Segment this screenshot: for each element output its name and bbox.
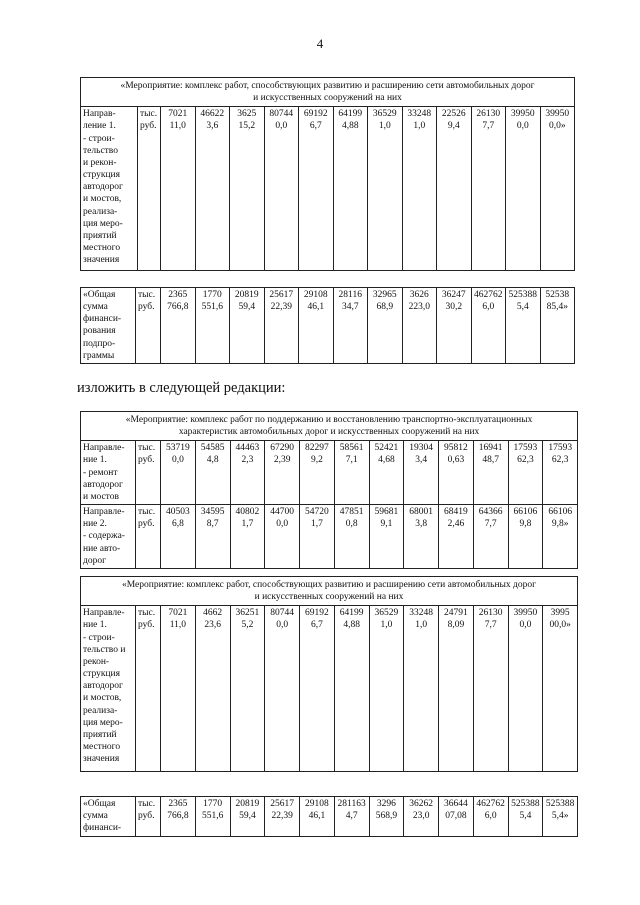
- value-cell: 66106 9,8»: [543, 505, 578, 569]
- value-cell: 17593 62,3: [508, 441, 543, 505]
- table-3: [80, 411, 578, 569]
- table-title-row: [81, 412, 578, 441]
- value-cell: 47851 0,8: [334, 505, 369, 569]
- value-cell: 3995 00,0»: [543, 606, 578, 772]
- value-cell: 66106 9,8: [508, 505, 543, 569]
- value-cell: 7021 11,0: [161, 107, 196, 271]
- value-cell: 64199 4,88: [334, 606, 369, 772]
- value-cell: 36644 07,08: [439, 797, 474, 837]
- value-cell: 40802 1,7: [230, 505, 265, 569]
- table-row: [81, 797, 578, 837]
- value-cell: 52421 4,68: [369, 441, 404, 505]
- value-cell: 36247 30,2: [437, 288, 472, 364]
- value-cell: 69192 6,7: [300, 606, 335, 772]
- value-cell: 53719 0,0: [161, 441, 196, 505]
- table-row: [81, 288, 575, 364]
- value-cell: 46622 3,6: [195, 107, 230, 271]
- value-cell: 4662 23,6: [195, 606, 230, 772]
- value-cell: 20819 59,4: [230, 797, 265, 837]
- value-cell: 59681 9,1: [369, 505, 404, 569]
- value-cell: 25617 22,39: [264, 288, 299, 364]
- direction-cell: «Общая сумма финанси- рования подпро- граммы: [81, 288, 136, 364]
- table-2: [80, 287, 575, 364]
- direction-cell: Направле- ние 1. - ремонт автодорог и мостов: [81, 441, 136, 505]
- value-cell: 40503 6,8: [161, 505, 196, 569]
- value-cell: 80744 0,0: [265, 606, 300, 772]
- direction-cell: Направ- ление 1. - строи- тельство и рекон- струкция автодорог и мостов, реализа- ция меро- приятий местного значения: [81, 107, 138, 271]
- instruction-text: изложить в следующей редакции:: [77, 380, 286, 396]
- value-cell: 39950 0,0»: [540, 107, 575, 271]
- program-total-table-new: [80, 796, 578, 837]
- value-cell: 39950 0,0: [508, 606, 543, 772]
- value-cell: 1770 551,6: [195, 288, 230, 364]
- value-cell: 95812 0,63: [439, 441, 474, 505]
- value-cell: 525388 5,4»: [543, 797, 578, 837]
- value-cell: 24791 8,09: [439, 606, 474, 772]
- unit-cell: тыс. руб.: [136, 606, 161, 772]
- value-cell: 82297 9,2: [300, 441, 335, 505]
- value-cell: 2365 766,8: [161, 797, 196, 837]
- value-cell: 3625 15,2: [230, 107, 265, 271]
- unit-cell: тыс. руб.: [136, 288, 161, 364]
- unit-cell: тыс. руб.: [136, 797, 161, 837]
- value-cell: 58561 7,1: [334, 441, 369, 505]
- value-cell: 29108 46,1: [300, 797, 335, 837]
- value-cell: 29108 46,1: [299, 288, 334, 364]
- value-cell: 44463 2,3: [230, 441, 265, 505]
- unit-cell: тыс. руб.: [136, 441, 161, 505]
- direction-cell: Направле- ние 1. - строи- тельство и рекон- струкция автодорог и мостов, реализа- ция меро- приятий местного значения: [81, 606, 136, 772]
- value-cell: 39950 0,0: [506, 107, 541, 271]
- value-cell: 36529 1,0: [368, 107, 403, 271]
- unit-cell: тыс. руб.: [136, 505, 161, 569]
- value-cell: 20819 59,4: [230, 288, 265, 364]
- table-title: «Мероприятие: комплекс работ по поддержанию и восстановлению транспортно-эксплуатационных характеристик автомобильных дорог и искусственных сооружений на них: [81, 412, 578, 441]
- value-cell: 16941 48,7: [473, 441, 508, 505]
- value-cell: 68001 3,8: [404, 505, 439, 569]
- program-table-construction-new: [80, 576, 578, 772]
- table-1: [80, 77, 575, 271]
- value-cell: 3296 568,9: [369, 797, 404, 837]
- value-cell: 28116 34,7: [333, 288, 368, 364]
- value-cell: 64199 4,88: [333, 107, 368, 271]
- value-cell: 33248 1,0: [404, 606, 439, 772]
- table-title-row: [81, 577, 578, 606]
- table-title: «Мероприятие: комплекс работ, способствующих развитию и расширению сети автомобильных дорог и искусственных сооружений на них: [81, 78, 575, 107]
- value-cell: 26130 7,7: [473, 606, 508, 772]
- value-cell: 7021 11,0: [161, 606, 196, 772]
- value-cell: 52538 85,4»: [540, 288, 575, 364]
- value-cell: 26130 7,7: [471, 107, 506, 271]
- value-cell: 34595 8,7: [195, 505, 230, 569]
- program-table-maintenance: [80, 411, 578, 569]
- table-row: [81, 107, 575, 271]
- value-cell: 19304 3,4: [404, 441, 439, 505]
- value-cell: 22526 9,4: [437, 107, 472, 271]
- value-cell: 462762 6,0: [473, 797, 508, 837]
- value-cell: 25617 22,39: [265, 797, 300, 837]
- value-cell: 33248 1,0: [402, 107, 437, 271]
- table-row: [81, 441, 578, 505]
- program-total-table-old: [80, 287, 575, 364]
- table-row: [81, 505, 578, 569]
- value-cell: 36251 5,2: [230, 606, 265, 772]
- value-cell: 1770 551,6: [195, 797, 230, 837]
- value-cell: 64366 7,7: [473, 505, 508, 569]
- table-4: [80, 576, 578, 772]
- value-cell: 17593 62,3: [543, 441, 578, 505]
- value-cell: 462762 6,0: [471, 288, 506, 364]
- value-cell: 281163 4,7: [334, 797, 369, 837]
- value-cell: 80744 0,0: [264, 107, 299, 271]
- value-cell: 525388 5,4: [508, 797, 543, 837]
- table-title: «Мероприятие: комплекс работ, способствующих развитию и расширению сети автомобильных дорог и искусственных сооружений на них: [81, 577, 578, 606]
- page-number: 4: [316, 36, 324, 51]
- value-cell: 67290 2,39: [265, 441, 300, 505]
- value-cell: 2365 766,8: [161, 288, 196, 364]
- value-cell: 68419 2,46: [439, 505, 474, 569]
- value-cell: 54720 1,7: [300, 505, 335, 569]
- unit-cell: тыс. руб.: [138, 107, 161, 271]
- value-cell: 32965 68,9: [368, 288, 403, 364]
- table-title-row: [81, 78, 575, 107]
- value-cell: 44700 0,0: [265, 505, 300, 569]
- value-cell: 3626 223,0: [402, 288, 437, 364]
- table-row: [81, 606, 578, 772]
- value-cell: 36262 23,0: [404, 797, 439, 837]
- direction-cell: «Общая сумма финанси-: [81, 797, 136, 837]
- value-cell: 69192 6,7: [299, 107, 334, 271]
- table-5: [80, 796, 578, 837]
- direction-cell: Направле- ние 2. - содержа- ние авто- дорог: [81, 505, 136, 569]
- program-table-construction-old: [80, 77, 575, 271]
- value-cell: 54585 4,8: [195, 441, 230, 505]
- value-cell: 525388 5,4: [506, 288, 541, 364]
- value-cell: 36529 1,0: [369, 606, 404, 772]
